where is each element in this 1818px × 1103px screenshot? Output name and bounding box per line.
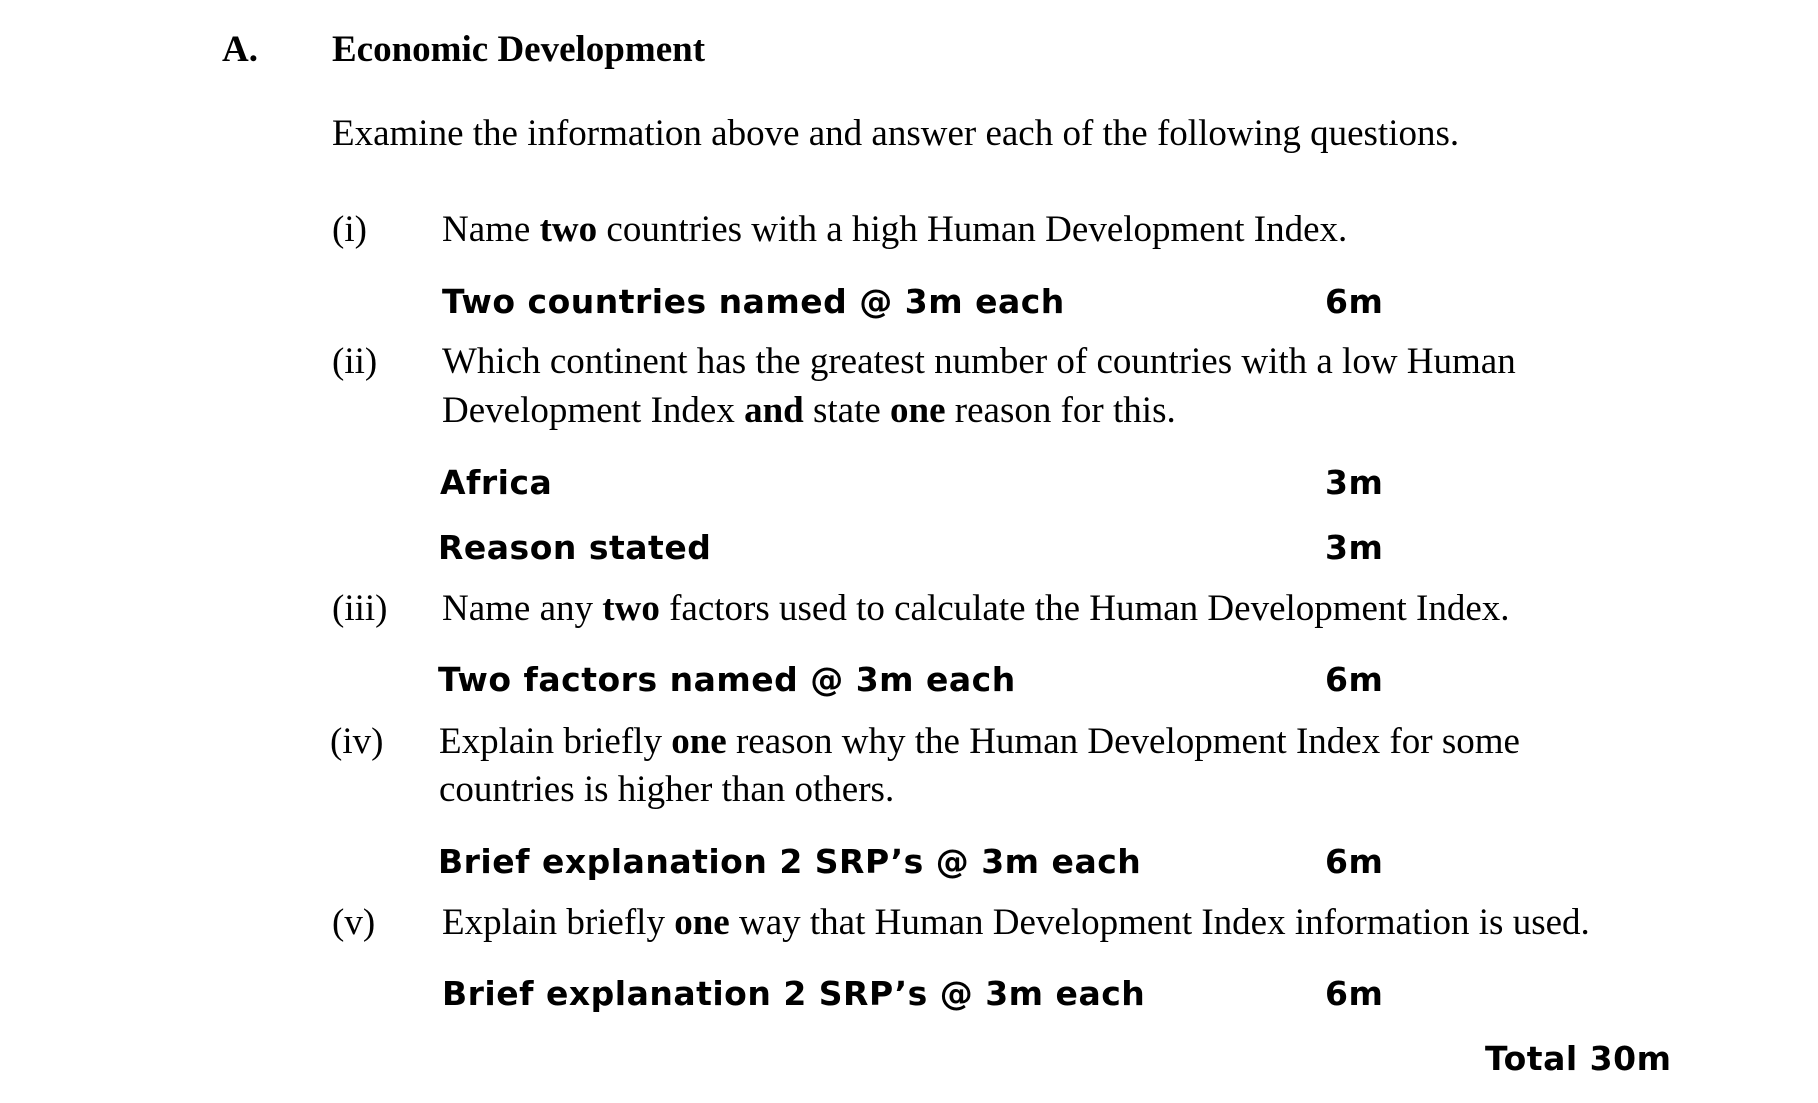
mark-label: Two countries named @ 3m each bbox=[442, 282, 1065, 321]
question-text: Explain briefly one way that Human Development Index information is used. bbox=[442, 902, 1590, 943]
question-number: (iv) bbox=[330, 721, 384, 762]
mark-label: Africa bbox=[440, 463, 553, 502]
mark-value: 6m bbox=[1325, 282, 1384, 321]
question-number: (ii) bbox=[332, 341, 378, 382]
mark-value: 3m bbox=[1325, 463, 1384, 502]
section-letter: A. bbox=[222, 29, 258, 70]
mark-label: Reason stated bbox=[438, 528, 712, 567]
question-number: (v) bbox=[332, 902, 376, 943]
question-text-cont: countries is higher than others. bbox=[439, 769, 895, 810]
mark-value: 6m bbox=[1325, 842, 1384, 881]
question-text: Which continent has the greatest number of countries with a low Human bbox=[442, 341, 1516, 382]
question-text: Name any two factors used to calculate the Human Development Index. bbox=[442, 588, 1510, 629]
mark-label: Brief explanation 2 SRP’s @ 3m each bbox=[442, 974, 1146, 1013]
question-text: Explain briefly one reason why the Human Development Index for some bbox=[439, 721, 1520, 762]
mark-label: Two factors named @ 3m each bbox=[438, 660, 1016, 699]
mark-value: 6m bbox=[1325, 974, 1384, 1013]
mark-value: 6m bbox=[1325, 660, 1384, 699]
mark-value: 3m bbox=[1325, 528, 1384, 567]
question-number: (iii) bbox=[332, 588, 388, 629]
section-title: Economic Development bbox=[332, 29, 706, 70]
question-text-cont: Development Index and state one reason for this. bbox=[442, 390, 1176, 431]
question-number: (i) bbox=[332, 209, 367, 250]
question-text: Name two countries with a high Human Development Index. bbox=[442, 209, 1348, 250]
mark-label: Brief explanation 2 SRP’s @ 3m each bbox=[438, 842, 1142, 881]
total-marks: Total 30m bbox=[1485, 1039, 1672, 1078]
section-intro: Examine the information above and answer each of the following questions. bbox=[332, 113, 1460, 154]
